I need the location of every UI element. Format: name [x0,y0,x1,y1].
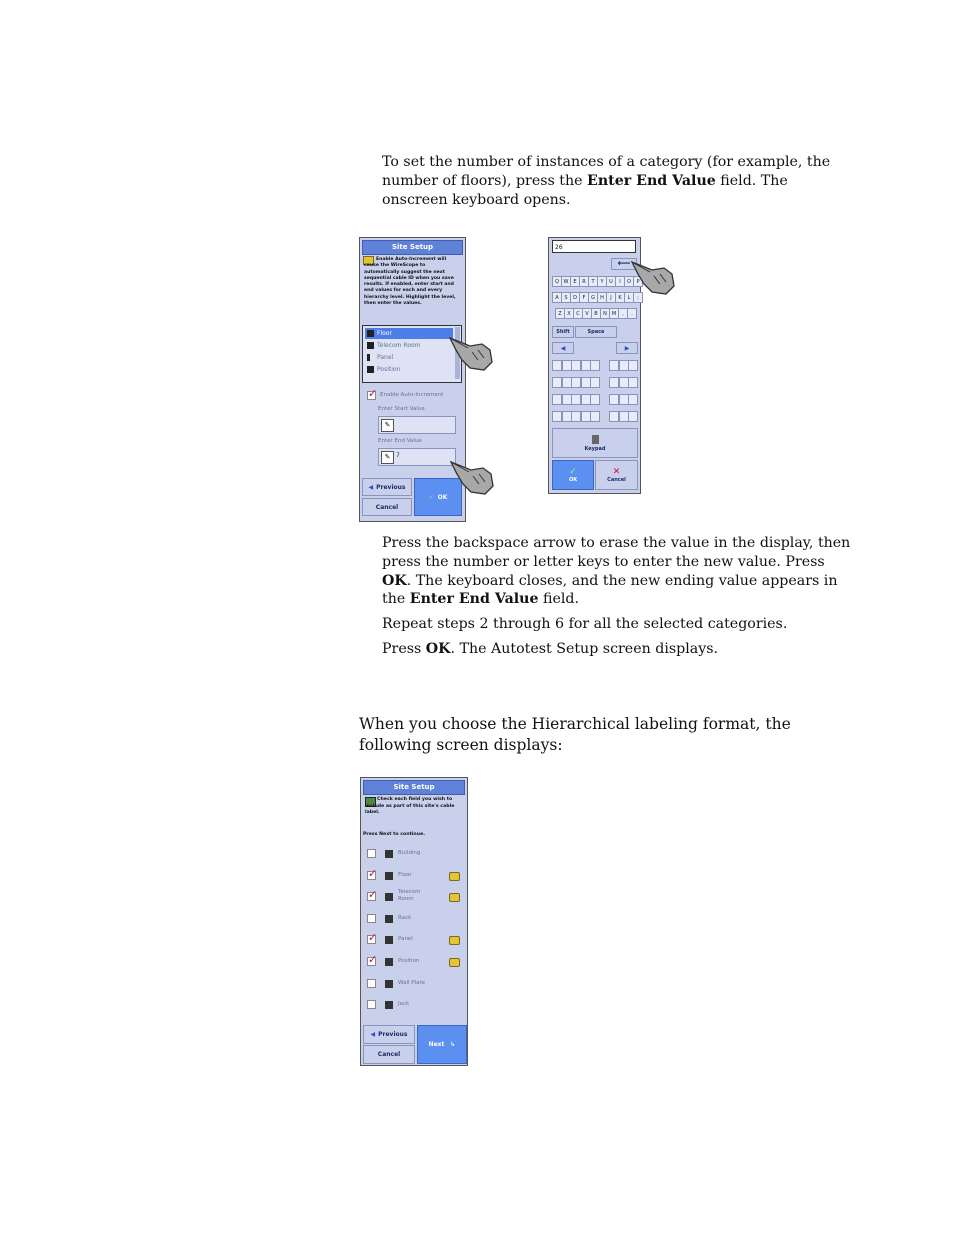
auto-increment-icon [449,893,460,902]
instruction-paragraph: Repeat steps 2 through 6 for all the selected categories. [382,616,788,632]
key-y[interactable]: Y [597,276,607,287]
key-f[interactable]: F [579,292,589,303]
checkmark-icon: ✓ [368,931,378,945]
checkmark-icon: ✓ [368,888,378,902]
field-checkbox[interactable] [367,888,378,902]
keyboard-screen [548,237,641,494]
telecom-room-icon [367,342,374,349]
field-type-icon [385,893,393,901]
field-row[interactable] [363,866,463,886]
keyboard-display: 26 [552,240,636,253]
keyboard-key[interactable] [590,411,600,422]
key-d[interactable]: D [570,292,580,303]
edit-icon: ✎ [381,419,394,432]
keyboard-key[interactable] [581,394,591,405]
keyboard-key[interactable] [590,360,600,371]
button-label: OK [568,477,578,483]
field-row[interactable] [363,952,463,972]
list-item-position[interactable] [365,364,453,375]
keyboard-key[interactable] [619,360,629,371]
keyboard-key[interactable] [619,411,629,422]
field-type-icon [385,872,393,880]
end-value-field[interactable] [378,448,456,466]
keyboard-key[interactable] [619,394,629,405]
backspace-arrow-icon: ⟵ [617,259,631,269]
key-symbol[interactable]: ; [633,292,643,303]
checkmark-icon: ✓ [368,866,378,880]
field-checkbox[interactable] [367,953,378,966]
help-text: Enable Auto-Increment will cause the WireScope to automatically suggest the next sequential cable ID when you save results. If enabled, enter start and end values for each and every hierarchy level. Highlight the level, then enter the values. [364,257,456,307]
list-item-label: Position [377,366,401,373]
list-item-label: Telecom Room [377,342,421,349]
field-label: Panel [398,936,413,943]
field-label: Building [398,850,421,856]
field-label: Wall Plate [398,979,426,986]
key-e[interactable]: E [570,276,580,287]
screen-title: Site Setup [362,240,463,255]
keyboard-key[interactable] [628,411,638,422]
bold-text: OK [425,641,451,657]
press-next-text: Press Next to continue. [363,832,426,837]
field-label: Telecom Room [398,889,421,902]
text-run: . The Autotest Setup screen displays. [450,641,719,657]
previous-button[interactable] [362,478,412,496]
text-run: Press [382,641,426,657]
key-l[interactable]: L [624,292,634,303]
space-key[interactable] [575,326,617,338]
position-icon [367,366,374,373]
text-run: To set the number of instances of a category (for example, the number of floors), press the [382,154,831,189]
bold-text: OK [382,572,407,589]
list-item-floor[interactable] [365,328,453,339]
next-arrow-icon: ↳ [450,1041,456,1048]
keyboard-key[interactable] [609,377,619,388]
back-arrow-icon: ◀ [370,1031,376,1038]
button-label: Cancel [377,1051,401,1058]
auto-increment-checkbox[interactable] [367,387,378,400]
instruction-paragraph [382,640,857,659]
keyboard-key[interactable] [571,411,581,422]
edit-icon: ✎ [381,451,394,464]
field-type-icon [385,1001,393,1009]
pointing-hand-icon [448,330,496,372]
button-label: Cancel [607,477,626,483]
key-label: Shift [556,329,570,335]
ok-button[interactable] [552,460,594,490]
key-z[interactable]: Z [555,308,565,319]
field-type-icon [385,980,393,988]
list-item-label: Floor [377,330,392,337]
keyboard-key[interactable] [571,394,581,405]
start-value-field[interactable] [378,416,456,434]
start-value-label: Enter Start Value [378,406,425,412]
help-text: Check each field you wish to include as part of this site's cable label. [365,797,455,816]
keyboard-key[interactable] [628,360,638,371]
field-checkbox[interactable] [367,914,376,923]
auto-increment-icon [449,872,460,881]
field-type-icon [385,958,393,966]
key-p[interactable]: P [633,276,643,287]
next-button[interactable] [417,1025,467,1064]
key-t[interactable]: T [588,276,598,287]
keyboard-key[interactable] [571,360,581,371]
field-label: Floor [398,871,412,878]
keypad-button[interactable] [552,428,638,458]
key-r[interactable]: R [579,276,589,287]
auto-increment-icon [449,958,460,967]
button-label: Previous [376,483,406,491]
screen-title: Site Setup [363,780,465,795]
previous-button[interactable] [363,1025,415,1044]
instruction-paragraph [382,534,857,609]
field-checkbox[interactable] [367,979,376,988]
keyboard-key[interactable] [619,377,629,388]
instruction-paragraph [382,153,857,209]
list-item-label: Panel [377,354,394,361]
key-b[interactable]: B [591,308,601,319]
key-s[interactable]: S [561,292,571,303]
field-type-icon [385,850,393,858]
key-w[interactable]: W [561,276,571,287]
bold-text: Enter End Value [409,591,539,608]
keyboard-key[interactable] [581,377,591,388]
keyboard-key[interactable] [581,360,591,371]
bold-text: Enter End Value [587,172,716,189]
list-item-telecom-room[interactable] [365,340,453,351]
auto-increment-label: Enable Auto-Increment [380,392,444,398]
key-c[interactable]: C [573,308,583,319]
shift-key[interactable] [552,326,574,338]
left-arrow-icon: ◀ [560,344,566,352]
field-row[interactable] [363,887,463,907]
key-i[interactable]: I [615,276,625,287]
floor-icon [367,330,374,337]
pointing-hand-icon [630,254,678,296]
right-arrow-icon: ▶ [624,344,630,352]
key-label: Space [587,329,605,335]
cancel-button[interactable] [363,1045,415,1064]
keyboard-key[interactable] [628,377,638,388]
keyboard-key[interactable] [562,360,572,371]
text-run: . The keyboard closes, and the new ending value appears in the [382,572,838,608]
text-run: field. [538,591,579,608]
keyboard-key[interactable] [609,411,619,422]
cursor-right-key[interactable] [616,342,638,354]
key-symbol[interactable]: , [618,308,628,319]
field-checkbox[interactable] [367,849,376,858]
button-label: Cancel [375,503,399,511]
text-run: Press the backspace arrow to erase the value in the display, then press the number or letter keys to enter the new value. Press [382,535,851,570]
field-row[interactable] [363,995,463,1015]
field-row[interactable] [363,974,463,994]
keyboard-key[interactable] [590,394,600,405]
field-row[interactable] [363,844,463,864]
field-type-icon [385,915,393,923]
panel-icon [367,354,370,361]
key-x[interactable]: X [564,308,574,319]
keyboard-key[interactable] [552,377,562,388]
field-list [363,844,463,1022]
cancel-button[interactable] [595,460,638,490]
site-setup-screen-2 [360,777,468,1066]
key-g[interactable]: G [588,292,598,303]
keyboard-key[interactable] [609,360,619,371]
checkmark-icon: ✓ [428,493,434,501]
field-row[interactable] [363,909,463,929]
button-label: OK [437,493,448,501]
button-label: Keypad [584,445,606,452]
key-q[interactable]: Q [552,276,562,287]
button-label: Next [428,1041,445,1048]
field-row[interactable] [363,930,463,950]
key-k[interactable]: K [615,292,625,303]
pointing-hand-icon [449,454,497,496]
list-item-panel[interactable] [365,352,453,363]
hierarchy-list[interactable] [362,325,462,383]
key-j[interactable]: J [606,292,616,303]
field-label: Rack [398,914,412,921]
keyboard-key[interactable] [571,377,581,388]
checkmark-icon: ✓ [368,387,378,400]
cancel-button[interactable] [362,498,412,516]
field-type-icon [385,936,393,944]
keypad-icon [592,435,599,444]
keyboard-key[interactable] [552,360,562,371]
field-checkbox[interactable] [367,866,378,880]
field-label: Position [398,958,420,964]
checkmark-icon: ✓ [368,953,378,966]
end-value-text: 7 [396,452,400,459]
key-u[interactable]: U [606,276,616,287]
keyboard-key[interactable] [562,411,572,422]
key-a[interactable]: A [552,292,562,303]
auto-increment-icon [449,936,460,945]
keyboard-key[interactable] [628,394,638,405]
key-m[interactable]: M [609,308,619,319]
keyboard-key[interactable] [552,394,562,405]
keyboard-key[interactable] [552,411,562,422]
key-n[interactable]: N [600,308,610,319]
keyboard-key[interactable] [590,377,600,388]
cursor-left-key[interactable] [552,342,574,354]
back-arrow-icon: ◀ [368,483,374,491]
field-checkbox[interactable] [367,931,378,945]
end-value-label: Enter End Value [378,438,422,444]
key-v[interactable]: V [582,308,592,319]
keyboard-key[interactable] [562,377,572,388]
key-symbol[interactable]: . [627,308,637,319]
keyboard-key[interactable] [609,394,619,405]
text-run: field. The onscreen keyboard opens. [382,172,788,208]
button-label: Previous [378,1031,408,1038]
field-label: Jack [398,1001,410,1008]
key-o[interactable]: O [624,276,634,287]
keyboard-key[interactable] [562,394,572,405]
field-checkbox[interactable] [367,1000,376,1009]
x-icon: ✕ [612,467,621,477]
keyboard-key[interactable] [581,411,591,422]
checkmark-icon: ✓ [569,467,577,477]
key-h[interactable]: H [597,292,607,303]
hierarchical-intro: When you choose the Hierarchical labeling format, the following screen displays: [359,715,791,754]
